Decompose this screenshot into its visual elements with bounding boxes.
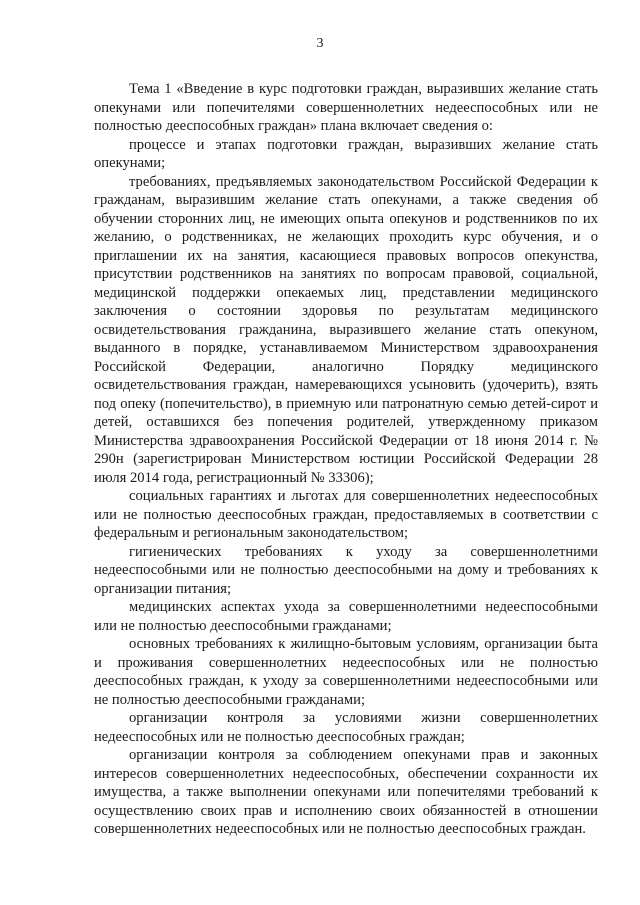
paragraph-living-control: организации контроля за условиями жизни совершеннолетних недееспособных или не полностью дееспособных граждан; [94, 710, 598, 745]
paragraph-living-conditions: основных требованиях к жилищно-бытовым условиям, организации быта и проживания совершеннолетних недееспособных или не полностью дееспособных граждан, к уходу за совершеннолетними недееспособными или не полностью дееспособными гражданами; [94, 636, 598, 708]
paragraph-preparation-process: процессе и этапах подготовки граждан, выразивших желание стать опекунами; [94, 136, 598, 171]
paragraph-topic-intro: Тема 1 «Введение в курс подготовки граждан, выразивших желание стать опекунами или попечителями совершеннолетних недееспособных или не полностью дееспособных граждан» плана включает сведения о: [94, 81, 598, 134]
paragraph-rights-control: организации контроля за соблюдением опекунами прав и законных интересов совершеннолетних недееспособных, обеспечении сохранности их имущества, а также выполнении опекунами или попечителями требований к осуществлению своих прав и исполнению своих обязанностей в отношении совершеннолетних недееспособных или не полностью дееспособных граждан. [94, 747, 598, 837]
paragraph-medical-aspects: медицинских аспектах ухода за совершеннолетними недееспособными или не полностью дееспособными гражданами; [94, 599, 598, 634]
paragraph-legal-requirements: требованиях, предъявляемых законодательством Российской Федерации к гражданам, выразившим желание стать опекунами, а также сведения об обучении сторонних лиц, не имеющих опыта опекунов и родственников по их желанию, о родственниках, не желающих проходить курс обучения, и о приглашении их на занятия, касающиеся правовых вопросов опекунства, присутствии родственников на занятиях по вопросам правовой, социальной, медицинской поддержки опекаемых лиц, представлении медицинского заключения о состоянии здоровья по результатам медицинского освидетельствования гражданина, выразившего желание стать опекуном, выданного в порядке, устанавливаемом Министерством здравоохранения Российской Федерации, аналогично Порядку медицинского освидетельствования граждан, намеревающихся усыновить (удочерить), взять под опеку (попечительство), в приемную или патронатную семью детей-сирот и детей, оставшихся без попечения родителей, утвержденному приказом Министерства здравоохранения Российской Федерации от 18 июня 2014 г. № 290н (зарегистрирован Министерством юстиции Российской Федерации 28 июля 2014 года, регистрационный № 33306); [94, 173, 598, 486]
document-body [94, 80, 598, 839]
page-number: 3 [316, 36, 324, 51]
paragraph-hygiene-requirements: гигиенических требованиях к уходу за совершеннолетними недееспособными или не полностью дееспособными на дому и требованиях к организации питания; [94, 543, 598, 597]
paragraph-social-guarantees: социальных гарантиях и льготах для совершеннолетних недееспособных или не полностью дееспособных граждан, предоставляемых в соответствии с федеральным и региональным законодательством; [94, 488, 598, 541]
